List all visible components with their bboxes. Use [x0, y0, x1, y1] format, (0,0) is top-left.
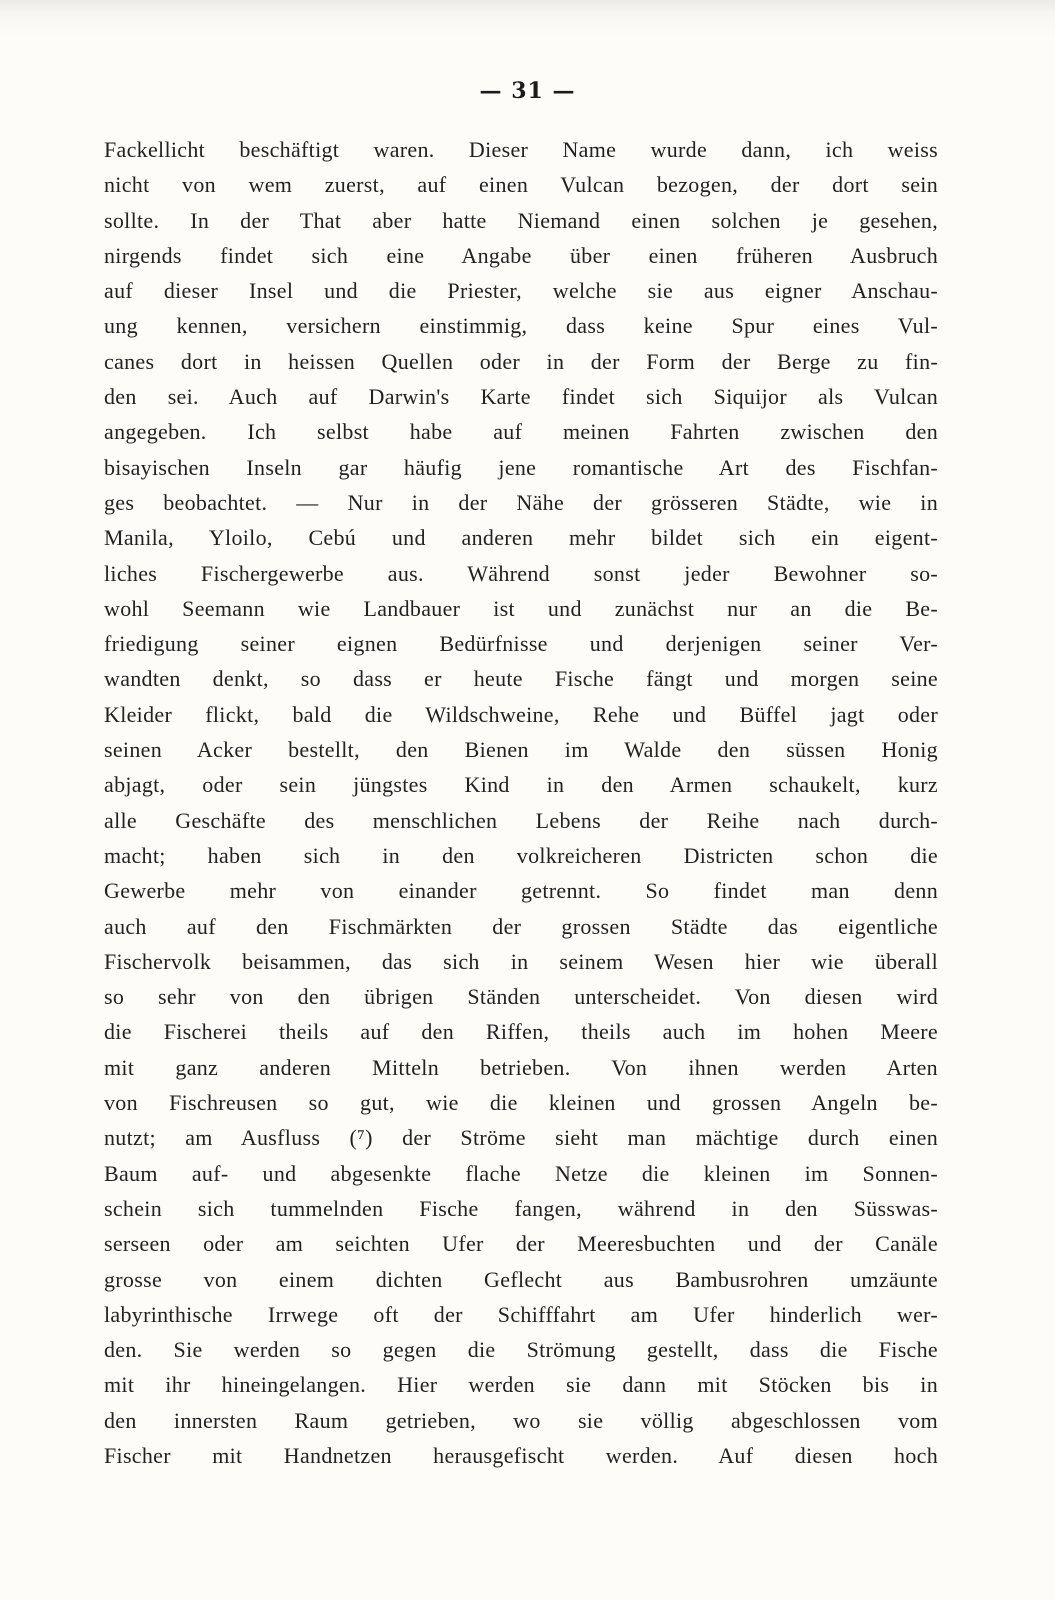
text-line: wandten denkt, so dass er heute Fische fängt und morgen seine	[104, 666, 938, 692]
text-line: canes dort in heissen Quellen oder in der Form der Berge zu fin-	[104, 348, 938, 374]
text-line: Gewerbe mehr von einander getrennt. So findet man denn	[104, 878, 938, 904]
text-line: Fischer mit Handnetzen herausgefischt werden. Auf diesen hoch	[104, 1442, 938, 1468]
body-text	[104, 132, 938, 1473]
text-line: ges beobachtet. — Nur in der Nähe der grösseren Städte, wie in	[104, 489, 938, 515]
text-line: seinen Acker bestellt, den Bienen im Walde den süssen Honig	[104, 737, 938, 763]
text-line: Fischervolk beisammen, das sich in seinem Wesen hier wie überall	[104, 948, 938, 974]
text-line: bisayischen Inseln gar häufig jene romantische Art des Fischfan-	[104, 454, 938, 480]
text-line: den. Sie werden so gegen die Strömung gestellt, dass die Fische	[104, 1337, 938, 1363]
page-number-header: — 31 —	[479, 78, 576, 104]
text-line: friedigung seiner eignen Bedürfnisse und derjenigen seiner Ver-	[104, 631, 938, 657]
text-line: ung kennen, versichern einstimmig, dass keine Spur eines Vul-	[104, 313, 938, 339]
text-line: angegeben. Ich selbst habe auf meinen Fahrten zwischen den	[104, 419, 938, 445]
text-line: Kleider flickt, bald die Wildschweine, Rehe und Büffel jagt oder	[104, 701, 938, 727]
text-line: abjagt, oder sein jüngstes Kind in den Armen schaukelt, kurz	[104, 772, 938, 798]
text-line: schein sich tummelnden Fische fangen, während in den Süsswas-	[104, 1195, 938, 1221]
text-line: den sei. Auch auf Darwin's Karte findet sich Siquijor als Vulcan	[104, 384, 938, 410]
text-line: nicht von wem zuerst, auf einen Vulcan bezogen, der dort sein	[104, 172, 938, 198]
text-line: nutzt; am Ausfluss (⁷) der Ströme sieht man mächtige durch einen	[104, 1125, 938, 1151]
text-line: auch auf den Fischmärkten der grossen Städte das eigentliche	[104, 913, 938, 939]
text-line: grosse von einem dichten Geflecht aus Bambusrohren umzäunte	[104, 1266, 938, 1292]
text-line: serseen oder am seichten Ufer der Meeresbuchten und der Canäle	[104, 1231, 938, 1257]
text-line: mit ihr hineingelangen. Hier werden sie dann mit Stöcken bis in	[104, 1372, 938, 1398]
text-line: liches Fischergewerbe aus. Während sonst jeder Bewohner so-	[104, 560, 938, 586]
text-line: labyrinthische Irrwege oft der Schifffahrt am Ufer hinderlich wer-	[104, 1301, 938, 1327]
text-line: den innersten Raum getrieben, wo sie völlig abgeschlossen vom	[104, 1407, 938, 1433]
text-line: Baum auf- und abgesenkte flache Netze die kleinen im Sonnen-	[104, 1160, 938, 1186]
text-line: von Fischreusen so gut, wie die kleinen und grossen Angeln be-	[104, 1090, 938, 1116]
text-line: sollte. In der That aber hatte Niemand einen solchen je gesehen,	[104, 207, 938, 233]
text-line: wohl Seemann wie Landbauer ist und zunächst nur an die Be-	[104, 595, 938, 621]
text-line: alle Geschäfte des menschlichen Lebens der Reihe nach durch-	[104, 807, 938, 833]
text-line: so sehr von den übrigen Ständen unterscheidet. Von diesen wird	[104, 984, 938, 1010]
text-line: mit ganz anderen Mitteln betrieben. Von ihnen werden Arten	[104, 1054, 938, 1080]
text-line: die Fischerei theils auf den Riffen, theils auch im hohen Meere	[104, 1019, 938, 1045]
text-line: Fackellicht beschäftigt waren. Dieser Name wurde dann, ich weiss	[104, 137, 938, 162]
text-line: macht; haben sich in den volkreicheren Districten schon die	[104, 842, 938, 868]
text-line: auf dieser Insel und die Priester, welche sie aus eigner Anschau-	[104, 278, 938, 304]
text-line: nirgends findet sich eine Angabe über einen früheren Ausbruch	[104, 242, 938, 268]
text-line: Manila, Yloilo, Cebú und anderen mehr bildet sich ein eigent-	[104, 525, 938, 551]
